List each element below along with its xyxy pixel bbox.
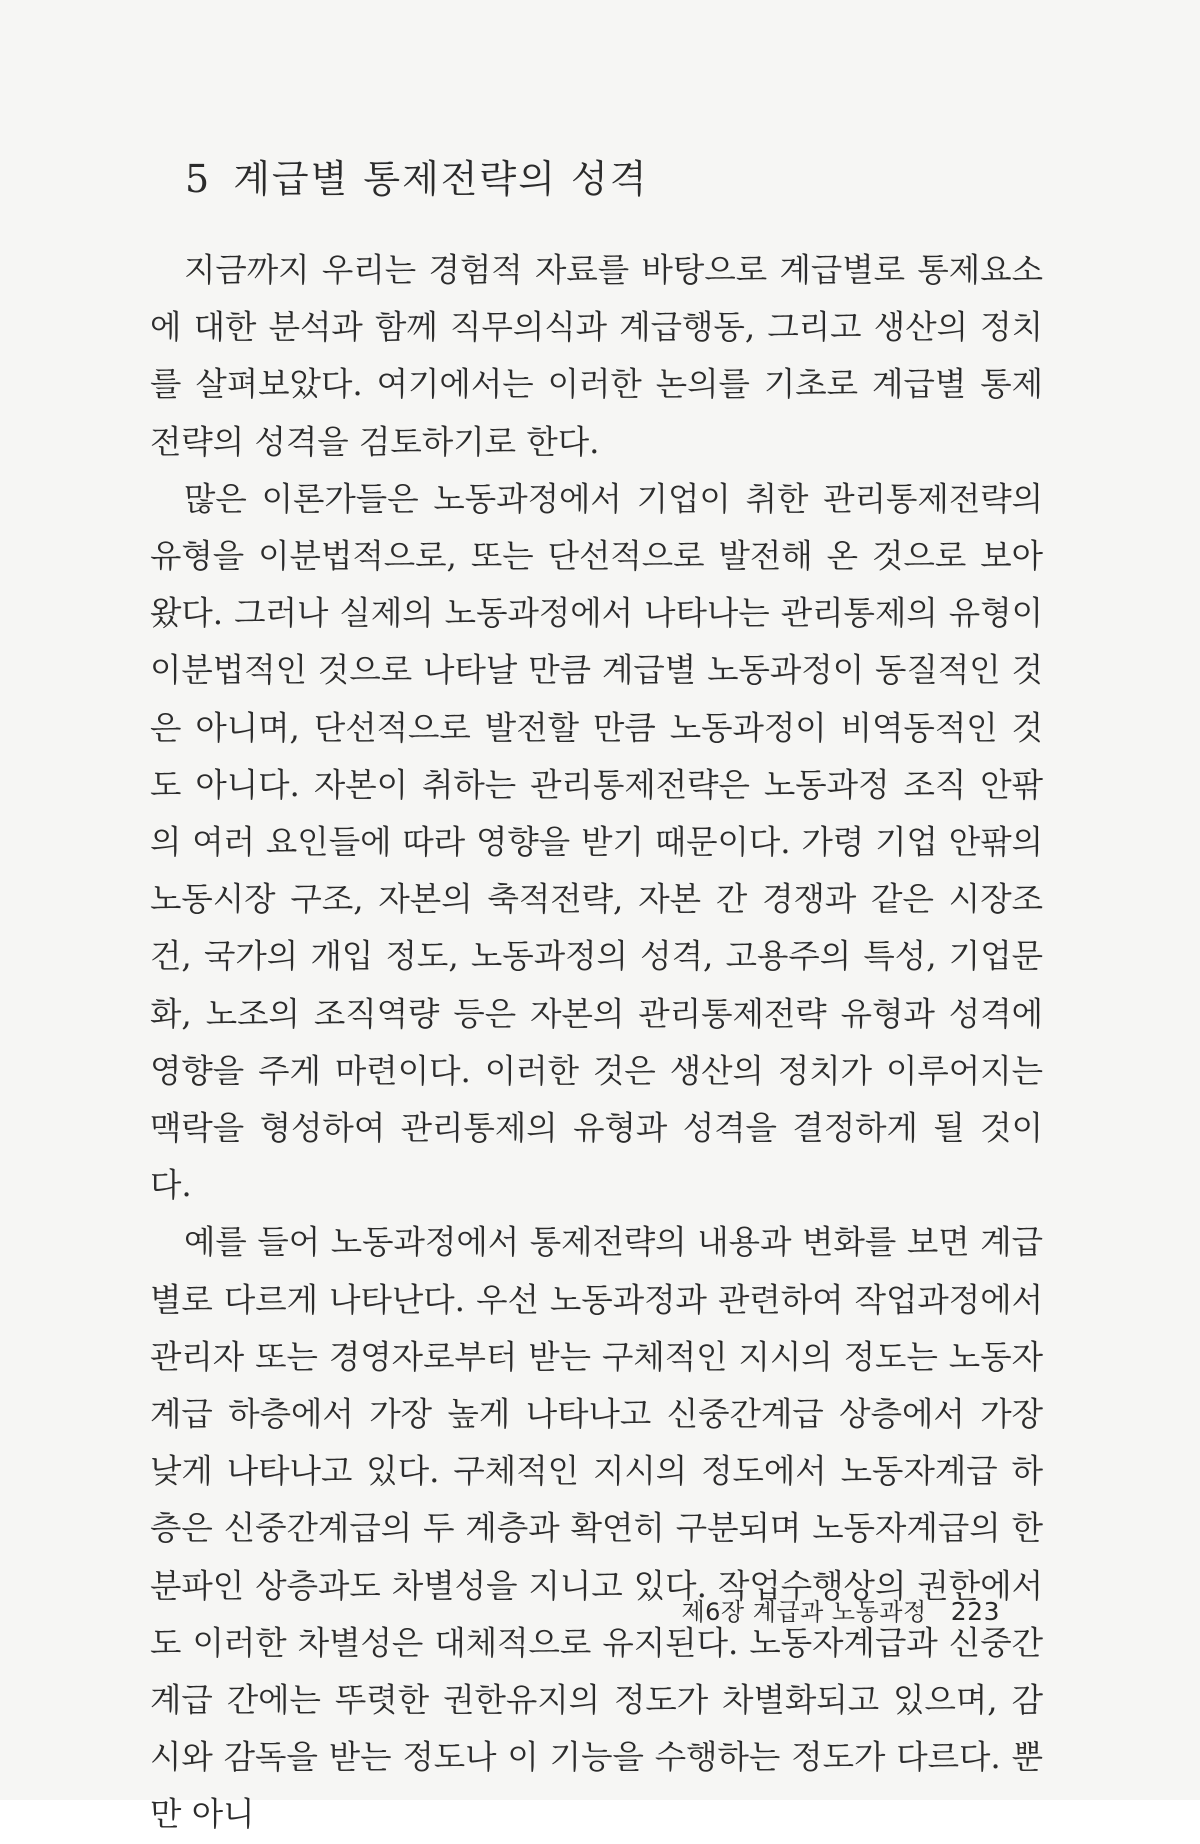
paragraph-1: 지금까지 우리는 경험적 자료를 바탕으로 계급별로 통제요소에 대한 분석과 함께 직무의식과 계급행동, 그리고 생산의 정치를 살펴보았다. 여기에서는 이러한 논의를 기초로 계급별 통제전략의 성격을 검토하기로 한다. [150, 251, 1043, 461]
section-heading [185, 148, 648, 203]
section-title: 계급별 통제전략의 성격 [233, 157, 649, 201]
section-number: 5 [185, 157, 212, 201]
paragraph-2: 많은 이론가들은 노동과정에서 기업이 취한 관리통제전략의 유형을 이분법적으로, 또는 단선적으로 발전해 온 것으로 보아왔다. 그러나 실제의 노동과정에서 나타나는 관리통제의 유형이 이분법적인 것으로 나타날 만큼 계급별 노동과정이 동질적인 것은 아니며, 단선적으로 발전할 만큼 노동과정이 비역동적인 것도 아니다. 자본이 취하는 관리통제전략은 노동과정 조직 안팎의 여러 요인들에 따라 영향을 받기 때문이다. 가령 기업 안팎의 노동시장 구조, 자본의 축적전략, 자본 간 경쟁과 같은 시장조건, 국가의 개입 정도, 노동과정의 성격, 고용주의 특성, 기업문화, 노조의 조직역량 등은 자본의 관리통제전략 유형과 성격에 영향을 주게 마련이다. 이러한 것은 생산의 정치가 이루어지는 맥락을 형성하여 관리통제의 유형과 성격을 결정하게 될 것이다. [150, 479, 1043, 1205]
paragraph-3: 예를 들어 노동과정에서 통제전략의 내용과 변화를 보면 계급별로 다르게 나타난다. 우선 노동과정과 관련하여 작업과정에서 관리자 또는 경영자로부터 받는 구체적인 지시의 정도는 노동자계급 하층에서 가장 높게 나타나고 신중간계급 상층에서 가장 낮게 나타나고 있다. 구체적인 지시의 정도에서 노동자계급 하층은 신중간계급의 두 계층과 확연히 구분되며 노동자계급의 한 분파인 상층과도 차별성을 지니고 있다. 작업수행상의 권한에서도 이러한 차별성은 대체적으로 유지된다. 노동자계급과 신중간계급 간에는 뚜렷한 권한유지의 정도가 차별화되고 있으며, 감시와 감독을 받는 정도나 이 기능을 수행하는 정도가 다르다. 뿐만 아니 [150, 1223, 1043, 1834]
page-number: 223 [950, 1597, 1000, 1626]
page-footer [681, 1592, 1000, 1627]
footer-chapter: 제6장 [681, 1598, 745, 1626]
footer-chapter-title: 계급과 노동과정 [752, 1598, 927, 1626]
